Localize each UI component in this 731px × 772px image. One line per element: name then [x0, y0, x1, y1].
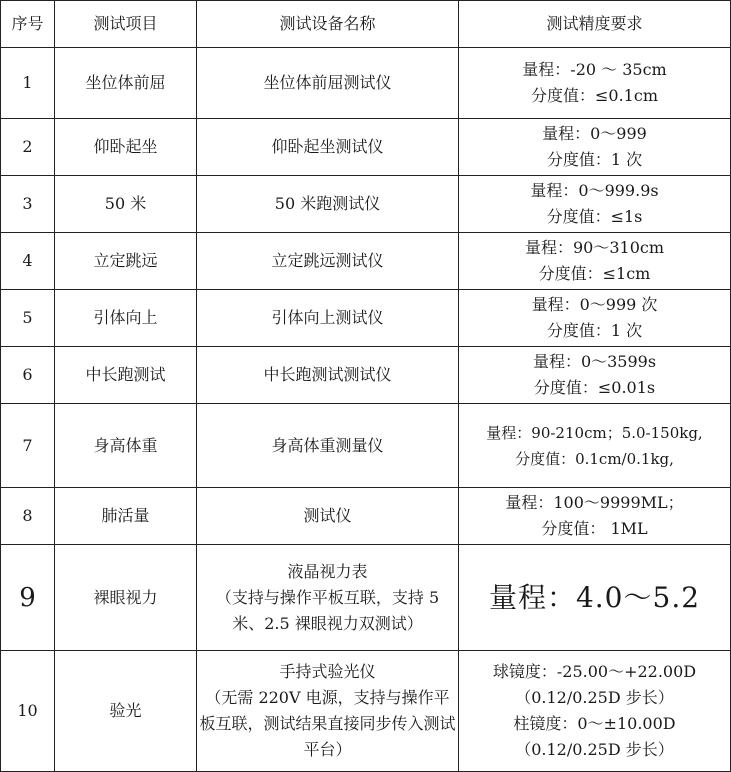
requirement-line: 分度值：≤0.1cm — [531, 86, 658, 105]
device-line: 引体向上测试仪 — [271, 308, 384, 327]
requirement-line: 量程：90～310cm — [524, 238, 665, 257]
seq-cell: 4 — [1, 233, 55, 290]
table-row — [1, 176, 731, 233]
item-cell: 验光 — [55, 651, 197, 772]
seq-cell: 5 — [1, 290, 55, 347]
seq-cell: 8 — [1, 488, 55, 545]
seq-cell: 9 — [1, 545, 55, 651]
requirement-line: 量程：0～999.9s — [530, 181, 659, 200]
device-line: 中长跑测试测试仪 — [263, 365, 392, 384]
seq-cell: 7 — [1, 404, 55, 488]
requirement-line: 分度值：0.1cm/0.1kg, — [515, 449, 674, 468]
item-cell: 引体向上 — [55, 290, 197, 347]
requirement-cell — [459, 176, 731, 233]
seq-cell: 2 — [1, 119, 55, 176]
table-row — [1, 290, 731, 347]
table-row — [1, 651, 731, 772]
device-line: 坐位体前屈测试仪 — [263, 73, 392, 92]
requirement-cell — [459, 404, 731, 488]
device-line: 液晶视力表 — [287, 561, 368, 581]
requirement-cell — [459, 347, 731, 404]
table-row — [1, 119, 731, 176]
device-note: （支持与操作平板互联，支持 5 米、2.5 裸眼视力双测试） — [215, 587, 440, 633]
device-line: 立定跳远测试仪 — [271, 251, 384, 270]
requirement-line: 分度值：≤1s — [546, 207, 643, 226]
header-requirement: 测试精度要求 — [459, 1, 731, 48]
item-cell: 立定跳远 — [55, 233, 197, 290]
requirement-line: 量程：90-210cm；5.0-150kg, — [486, 423, 703, 442]
table-row — [1, 404, 731, 488]
header-seq: 序号 — [1, 1, 55, 48]
device-line: 50 米跑测试仪 — [274, 194, 381, 213]
device-cell — [197, 233, 459, 290]
seq-cell: 6 — [1, 347, 55, 404]
requirement-line: 分度值： 1ML — [541, 519, 648, 538]
device-cell — [197, 347, 459, 404]
device-cell — [197, 545, 459, 651]
seq-cell: 10 — [1, 651, 55, 772]
requirement-cell — [459, 488, 731, 545]
item-cell: 中长跑测试 — [55, 347, 197, 404]
device-cell — [197, 488, 459, 545]
device-cell — [197, 290, 459, 347]
table-row — [1, 347, 731, 404]
device-line: 手持式验光仪 — [279, 662, 376, 681]
requirement-cell — [459, 233, 731, 290]
requirement-cell — [459, 290, 731, 347]
device-line: 测试仪 — [303, 506, 352, 525]
table-row — [1, 233, 731, 290]
requirement-cell — [459, 48, 731, 119]
device-cell — [197, 48, 459, 119]
requirement-line: 分度值：1 次 — [546, 321, 643, 340]
requirement-cell — [459, 651, 731, 772]
requirement-line: 球镜度：-25.00～+22.00D — [492, 662, 697, 681]
requirement-line: 分度值：1 次 — [546, 150, 643, 169]
item-cell: 裸眼视力 — [55, 545, 197, 651]
table-row — [1, 545, 731, 651]
requirement-cell — [459, 119, 731, 176]
item-cell: 身高体重 — [55, 404, 197, 488]
requirement-line: 量程：100～9999ML； — [505, 493, 684, 512]
device-line: 仰卧起坐测试仪 — [271, 137, 384, 156]
requirement-line: 分度值：≤1cm — [538, 264, 651, 283]
item-cell: 肺活量 — [55, 488, 197, 545]
device-line: 身高体重测量仪 — [271, 435, 384, 455]
seq-cell: 3 — [1, 176, 55, 233]
device-cell — [197, 176, 459, 233]
requirement-line: （0.12/0.25D 步长） — [515, 740, 674, 759]
requirement-line: 分度值：≤0.01s — [533, 378, 656, 397]
item-cell: 坐位体前屈 — [55, 48, 197, 119]
device-cell — [197, 404, 459, 488]
device-cell — [197, 651, 459, 772]
device-cell — [197, 119, 459, 176]
requirement-line: 量程：-20 ～ 35cm — [522, 60, 667, 79]
item-cell: 仰卧起坐 — [55, 119, 197, 176]
requirement-line: 量程：4.0～5.2 — [488, 580, 701, 614]
requirement-line: （0.12/0.25D 步长） — [515, 688, 674, 707]
requirement-line: 柱镜度：0～±10.00D — [513, 714, 676, 733]
requirement-line: 量程：0～3599s — [532, 352, 657, 371]
header-item: 测试项目 — [55, 1, 197, 48]
item-cell: 50 米 — [55, 176, 197, 233]
requirement-line: 量程：0～999 — [542, 124, 647, 143]
header-device: 测试设备名称 — [197, 1, 459, 48]
header-row — [1, 1, 731, 48]
requirement-line: 量程：0～999 次 — [531, 295, 658, 314]
requirement-cell — [459, 545, 731, 651]
seq-cell: 1 — [1, 48, 55, 119]
device-note: （无需 220V 电源，支持与操作平板互联，测试结果直接同步传入测试平台） — [199, 688, 456, 759]
table-row — [1, 488, 731, 545]
table-row — [1, 48, 731, 119]
